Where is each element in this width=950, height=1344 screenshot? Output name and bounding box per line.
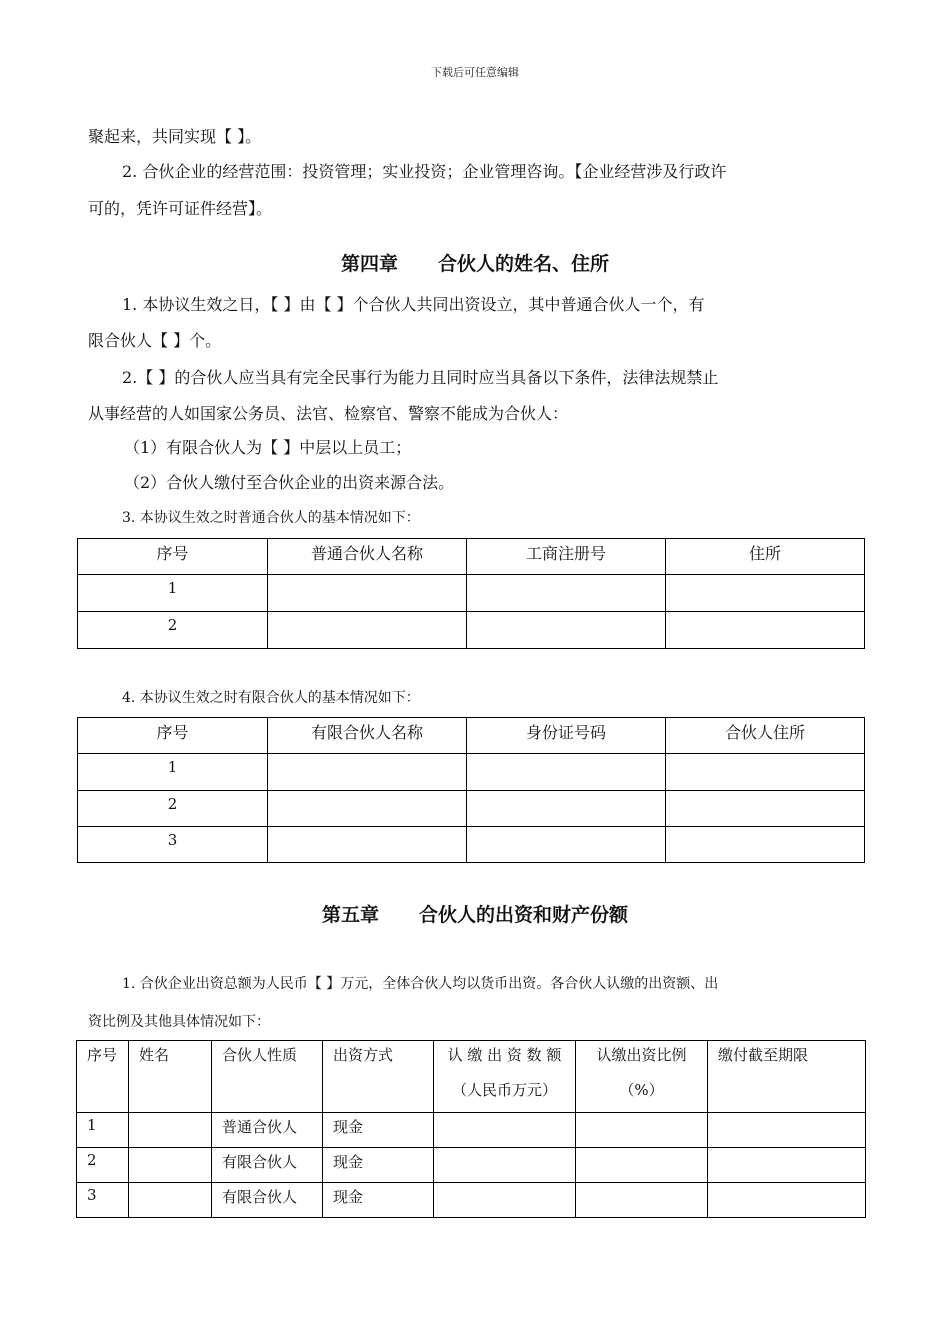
capital-contribution-table [76,1040,866,1218]
table-header: 合伙人性质 [212,1041,323,1113]
c4-paragraph-2: 2.【 】的合伙人应当具有完全民事行为能力且同时应当具备以下条件，法律法规禁止 [122,368,719,387]
paragraph-business-scope-cont: 可的，凭许可证件经营】。 [88,199,273,218]
table-cell: 有限合伙人 [212,1148,323,1183]
table-cell [268,612,467,649]
table-header: 有限合伙人名称 [268,718,467,754]
table-cell: 3 [77,1183,129,1218]
table-header: 普通合伙人名称 [268,539,467,575]
table-header: 序号 [77,1041,129,1113]
table-row [77,1113,866,1148]
chapter-4-title: 合伙人的姓名、住所 [438,253,610,275]
table-header: 序号 [78,539,268,575]
chapter-5-heading [0,900,950,927]
table-cell [268,827,467,863]
table-header-ratio [576,1041,708,1113]
table-cell: 有限合伙人 [212,1183,323,1218]
table-cell: 2 [78,791,268,827]
table-header-amount [434,1041,576,1113]
chapter-4-number: 第四章 [340,253,398,275]
table-row [78,575,865,612]
c4-paragraph-2-cont: 从事经营的人如国家公务员、法官、检察官、警察不能成为合伙人： [88,404,569,423]
table-row [78,754,865,791]
c5-paragraph-1: 1. 合伙企业出资总额为人民币【 】万元，全体合伙人均以货币出资。各合伙人认缴的出资额、出 [122,976,719,992]
table-cell [708,1113,866,1148]
table-cell: 1 [77,1113,129,1148]
table-header: 住所 [666,539,865,575]
table-cell [666,612,865,649]
table-cell: 现金 [323,1183,434,1218]
table-cell: 现金 [323,1113,434,1148]
table-cell [268,575,467,612]
table-cell: 3 [78,827,268,863]
table-header: 缴付截至期限 [708,1041,866,1113]
table-cell [268,754,467,791]
paragraph-business-scope: 2. 合伙企业的经营范围：投资管理；实业投资；企业管理咨询。【企业经营涉及行政许 [122,162,727,181]
table-header: 姓名 [129,1041,212,1113]
c4-paragraph-3: 3. 本协议生效之时普通合伙人的基本情况如下： [122,510,420,526]
table-row [78,827,865,863]
table-cell [576,1148,708,1183]
table-cell [708,1148,866,1183]
table-cell [467,791,666,827]
table-cell: 普通合伙人 [212,1113,323,1148]
table-cell [666,791,865,827]
table-cell: 2 [78,612,268,649]
table-cell [129,1113,212,1148]
table-cell [268,791,467,827]
table-cell [467,612,666,649]
c4-paragraph-1: 1. 本协议生效之日，【 】由【 】个合伙人共同出资设立，其中普通合伙人一个，有 [122,295,705,314]
table-row [77,1183,866,1218]
table-cell [434,1183,576,1218]
table-cell [467,827,666,863]
table-row [78,612,865,649]
table-header: 合伙人住所 [666,718,865,754]
c4-paragraph-4: 4. 本协议生效之时有限合伙人的基本情况如下： [122,690,420,706]
c5-paragraph-1-cont: 资比例及其他具体情况如下： [88,1014,270,1030]
table-cell [129,1183,212,1218]
general-partner-table [77,538,865,649]
table-cell [666,575,865,612]
chapter-5-title: 合伙人的出资和财产份额 [419,904,629,926]
limited-partner-table [77,717,865,863]
table-header: 工商注册号 [467,539,666,575]
chapter-4-heading [0,249,950,276]
table-cell [708,1183,866,1218]
c4-condition-2: （2）合伙人缴付至合伙企业的出资来源合法。 [124,473,455,492]
table-header: 序号 [78,718,268,754]
c4-paragraph-1-cont: 限合伙人【 】个。 [88,331,222,350]
table-row [77,1148,866,1183]
table-cell: 1 [78,754,268,791]
table-cell [666,754,865,791]
table-cell: 现金 [323,1148,434,1183]
amount-header-unit: （人民币万元） [451,1081,557,1099]
table-cell [467,754,666,791]
table-cell [467,575,666,612]
table-cell [576,1183,708,1218]
paragraph-continuation: 聚起来，共同实现【 】。 [88,127,262,146]
table-cell [434,1148,576,1183]
table-row [78,791,865,827]
ratio-header-unit: （%） [619,1081,664,1099]
chapter-5-number: 第五章 [321,904,379,926]
table-header: 出资方式 [323,1041,434,1113]
table-cell: 2 [77,1148,129,1183]
c4-condition-1: （1）有限合伙人为【 】中层以上员工； [124,438,412,457]
table-cell [576,1113,708,1148]
amount-header-label: 认 缴 出 资 数 额 [447,1046,562,1064]
ratio-header-label: 认缴出资比例 [596,1046,687,1064]
table-header: 身份证号码 [467,718,666,754]
table-cell [129,1148,212,1183]
table-cell [434,1113,576,1148]
table-cell: 1 [78,575,268,612]
table-cell [666,827,865,863]
page-header: 下载后可任意编辑 [431,66,519,79]
